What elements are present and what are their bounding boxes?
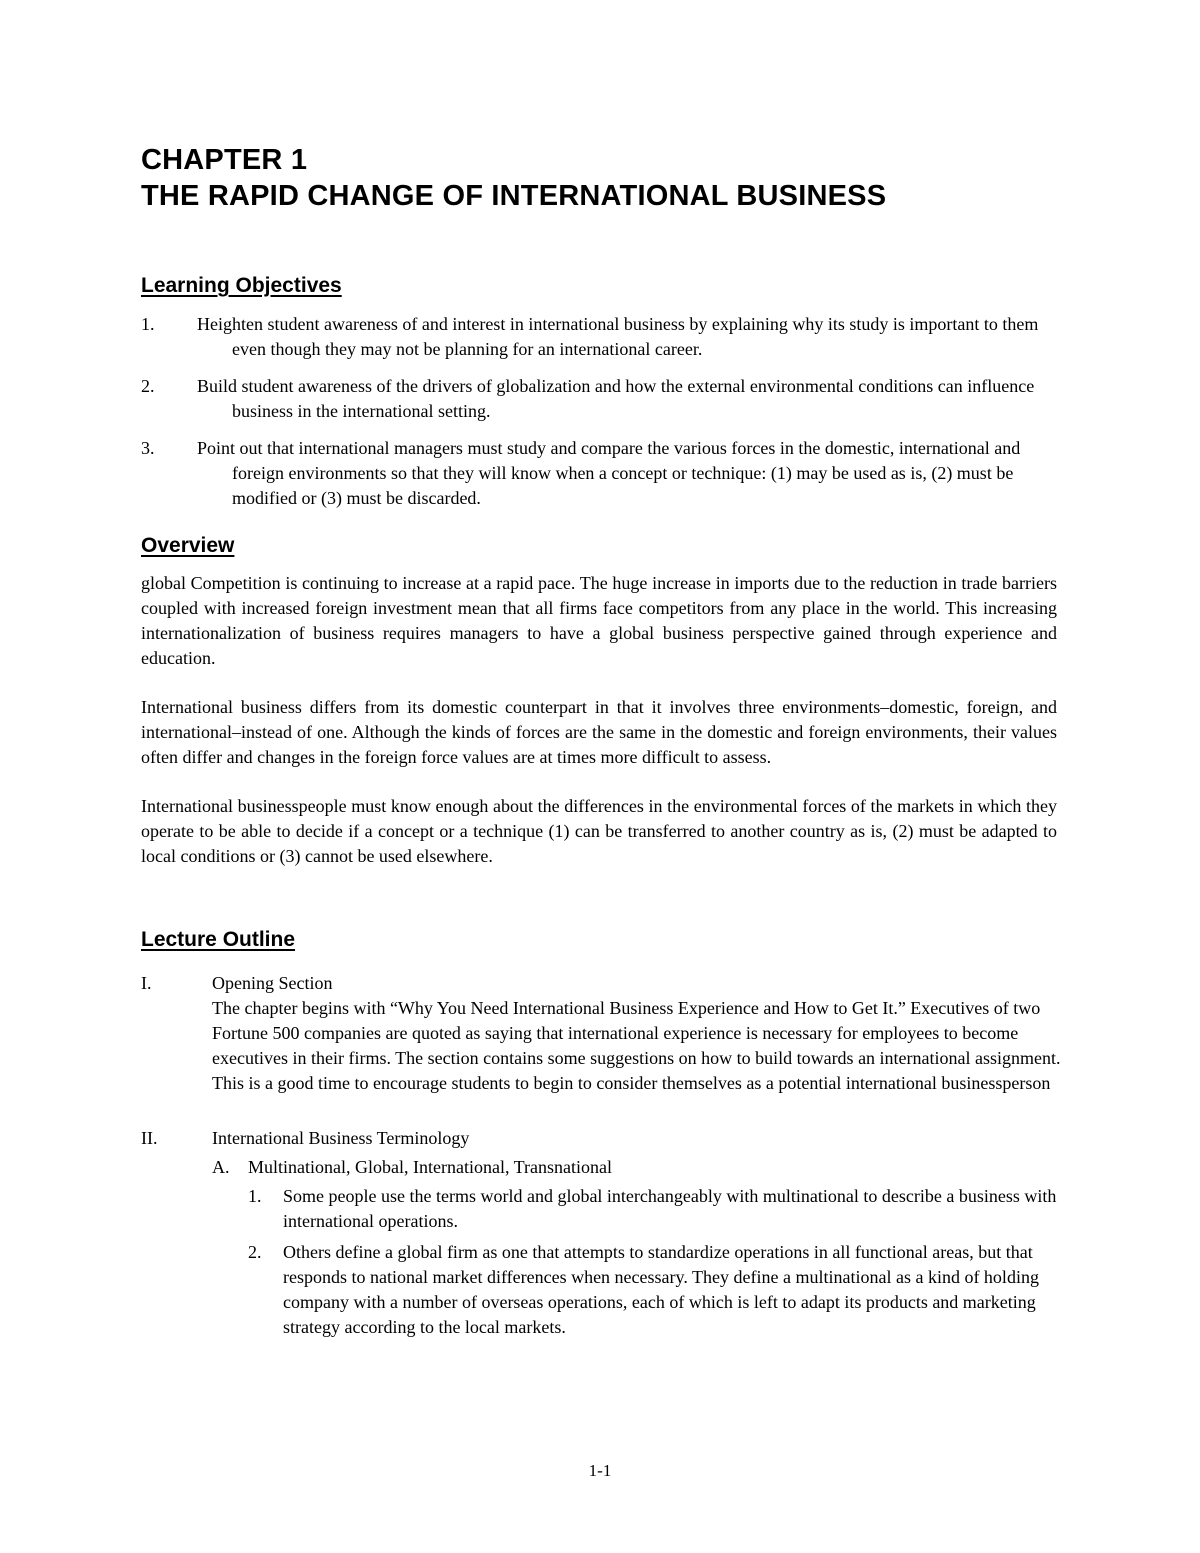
subitem-point — [248, 1184, 1063, 1234]
objective-number: 2. — [141, 376, 155, 396]
outline-numeral: I. — [141, 973, 152, 993]
subitem-points — [248, 1184, 1061, 1340]
objective-item — [141, 312, 1061, 362]
objective-text: Build student awareness of the drivers of globalization and how the external environmental conditions can influence business in the international setting. — [197, 376, 1035, 421]
lecture-outline-section — [141, 971, 1061, 1370]
objective-text: Heighten student awareness of and interest in international business by explaining why its study is important to them even though they may not be planning for an international career. — [197, 314, 1039, 359]
objective-text: Point out that international managers must study and compare the various forces in the domestic, international and foreign environments so that they will know when a concept or technique: (1) may be used as is, (2) must be modified or (3) must be discarded. — [197, 438, 1021, 508]
overview-section — [141, 571, 1057, 893]
chapter-number: CHAPTER 1 — [141, 144, 308, 176]
chapter-heading — [141, 142, 886, 214]
overview-paragraph: International business differs from its domestic counterpart in that it involves three environments–domestic, foreign, and international–instead of one. Although the kinds of forces are the same in the domestic and foreign environments, their values often differ and changes in the foreign force values are at times more difficult to assess. — [141, 697, 1057, 767]
page-number: 1-1 — [588, 1461, 612, 1480]
outline-item-title: International Business Terminology — [212, 1128, 470, 1148]
objective-item — [141, 374, 1061, 424]
overview-paragraph: International businesspeople must know enough about the differences in the environmental forces of the markets in which they operate to be able to decide if a concept or a technique (1) can be transferred to another country as is, (2) must be adapted to local conditions or (3) cannot be used elsewhere. — [141, 796, 1057, 866]
outline-item-body: The chapter begins with “Why You Need International Business Experience and How to Get It.” Executives of two Fortune 500 companies are quoted as saying that international experience is necessary for employees to become executives in their firms. The section contains some suggestions on how to build towards an international assignment. This is a good time to encourage students to begin to consider themselves as a potential international businessperson — [212, 998, 1061, 1093]
subitem-letter: A. — [212, 1157, 230, 1177]
outline-numeral: II. — [141, 1128, 158, 1148]
subitem-point — [248, 1240, 1063, 1340]
subitem-title: Multinational, Global, International, Transnational — [248, 1157, 612, 1177]
learning-objectives-list — [141, 312, 1061, 523]
objective-item — [141, 436, 1061, 511]
lecture-outline-heading: Lecture Outline — [141, 928, 296, 951]
learning-objectives-heading: Learning Objectives — [141, 274, 342, 297]
point-text: Others define a global firm as one that attempts to standardize operations in all functional areas, but that responds to national market differences when necessary. They define a multinational as a kind of holding company with a number of overseas operations, each of which is left to adapt its products and marketing strategy according to the local markets. — [283, 1242, 1039, 1337]
outline-item-terminology — [141, 1126, 1061, 1340]
objective-number: 3. — [141, 438, 155, 458]
point-text: Some people use the terms world and global interchangeably with multinational to describe a business with international operations. — [283, 1186, 1057, 1231]
chapter-title: THE RAPID CHANGE OF INTERNATIONAL BUSINESS — [141, 180, 887, 212]
objective-number: 1. — [141, 314, 155, 334]
overview-paragraph: global Competition is continuing to increase at a rapid pace. The huge increase in imports due to the reduction in trade barriers coupled with increased foreign investment mean that all firms face competitors from any place in the world. This increasing internationalization of business requires managers to have a global business perspective gained through experience and education. — [141, 573, 1057, 668]
point-number: 1. — [248, 1186, 262, 1206]
outline-subitem — [212, 1155, 1061, 1340]
overview-heading: Overview — [141, 534, 235, 557]
point-number: 2. — [248, 1242, 262, 1262]
outline-item-title: Opening Section — [212, 973, 333, 993]
outline-item-opening-section — [141, 971, 1061, 1096]
